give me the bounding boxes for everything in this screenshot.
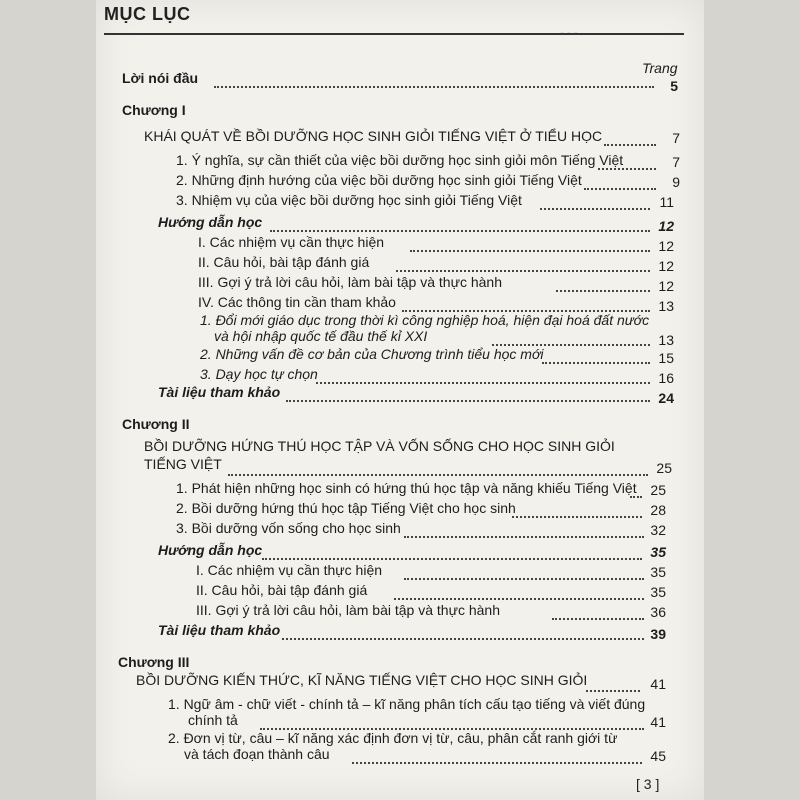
chapter1-item-2-page: 9: [672, 174, 680, 190]
chapter1-item-2[interactable]: 2. Những định hướng của việc bồi dưỡng học sinh giỏi Tiếng Việt: [176, 172, 582, 188]
chapter2-refs-page: 39: [650, 626, 666, 642]
chapter1-refs-page: 24: [658, 390, 674, 406]
page-title: MỤC LỤC: [104, 4, 191, 24]
chapter3-item-2-page: 45: [650, 748, 666, 764]
chapter2-item-3[interactable]: 3. Bồi dưỡng vốn sống cho học sinh: [176, 520, 401, 536]
chapter1-guide-item-1[interactable]: I. Các nhiệm vụ cần thực hiện: [198, 234, 385, 250]
chapter2-guide-item-3[interactable]: III. Gợi ý trả lời câu hỏi, làm bài tập và thực hành: [196, 602, 500, 618]
chapter2-refs-title[interactable]: Tài liệu tham khảo: [158, 622, 281, 638]
chapter1-guide-subitem-1-line1[interactable]: 1. Đổi mới giáo dục trong thời kì công nghiệp hoá, hiện đại hoá đất nước: [200, 312, 650, 328]
chapter1-guide-item-1-page: 12: [658, 238, 674, 254]
chapter3-item-1-line2[interactable]: chính tả: [188, 712, 238, 728]
title-rule: [104, 33, 684, 35]
chapter2-guide-item-2-page: 35: [650, 584, 666, 600]
chapter1-guide-item-2-page: 12: [658, 258, 674, 274]
leader-dots: [270, 230, 650, 232]
chapter2-title-line2[interactable]: TIẾNG VIỆT: [144, 456, 222, 472]
chapter3-item-1-line1[interactable]: 1. Ngữ âm - chữ viết - chính tả – kĩ năng phân tích cấu tạo tiếng và viết đúng: [168, 696, 646, 712]
chapter3-item-2-line1[interactable]: 2. Đơn vị từ, câu – kĩ năng xác định đơn vị từ, câu, phân cắt ranh giới từ: [168, 730, 618, 746]
leader-dots: [228, 474, 648, 476]
chapter1-item-1-page: 7: [672, 154, 680, 170]
page-column-label: Trang: [642, 60, 678, 76]
leader-dots: [404, 578, 644, 580]
chapter2-item-2[interactable]: 2. Bồi dưỡng hứng thú học tập Tiếng Việt cho học sinh: [176, 500, 516, 516]
leader-dots: [286, 400, 650, 402]
chapter3-item-2-line2[interactable]: và tách đoạn thành câu: [184, 746, 330, 762]
chapter2-guide-item-1[interactable]: I. Các nhiệm vụ cần thực hiện: [196, 562, 383, 578]
chapter1-guide-subitem-2[interactable]: 2. Những vấn đề cơ bản của Chương trình tiểu học mới: [200, 346, 544, 362]
chapter3-page: 41: [650, 676, 666, 692]
leader-dots: [316, 382, 650, 384]
leader-dots: [396, 270, 650, 272]
chapter1-title[interactable]: KHÁI QUÁT VỀ BỒI DƯỠNG HỌC SINH GIỎI TIẾNG VIỆT Ở TIỂU HỌC: [144, 128, 603, 144]
chapter1-guide-subitem-3[interactable]: 3. Dạy học tự chọn: [200, 366, 318, 382]
chapter1-guide-item-4-page: 13: [658, 298, 674, 314]
chapter2-guide-title[interactable]: Hướng dẫn học: [158, 542, 263, 558]
chapter1-label: Chương I: [122, 102, 186, 118]
chapter2-label: Chương II: [122, 416, 190, 432]
chapter2-item-3-page: 32: [650, 522, 666, 538]
chapter1-guide-item-3[interactable]: III. Gợi ý trả lời câu hỏi, làm bài tập và thực hành: [198, 274, 502, 290]
leader-dots: [394, 598, 644, 600]
chapter1-guide-item-2[interactable]: II. Câu hỏi, bài tập đánh giá: [198, 254, 370, 270]
chapter1-page: 7: [672, 130, 680, 146]
chapter1-guide-subitem-1-line2[interactable]: và hội nhập quốc tế đầu thế kỉ XXI: [214, 328, 428, 344]
chapter1-item-3-page: 11: [659, 194, 674, 210]
leader-dots: [410, 250, 650, 252]
chapter2-item-1-page: 25: [650, 482, 666, 498]
chapter1-refs-title[interactable]: Tài liệu tham khảo: [158, 384, 281, 400]
chapter3-item-1-page: 41: [650, 714, 666, 730]
chapter2-guide-item-2[interactable]: II. Câu hỏi, bài tập đánh giá: [196, 582, 368, 598]
leader-dots: [352, 762, 642, 764]
chapter1-guide-item-4[interactable]: IV. Các thông tin cần tham khảo: [198, 294, 396, 310]
chapter3-title[interactable]: BỒI DƯỠNG KIẾN THỨC, KĨ NĂNG TIẾNG VIỆT CHO HỌC SINH GIỎI: [136, 672, 588, 688]
leader-dots: [512, 516, 642, 518]
chapter2-guide-page: 35: [650, 544, 666, 560]
chapter2-page: 25: [656, 460, 672, 476]
chapter2-item-1[interactable]: 1. Phát hiện những học sinh có hứng thú học tập và năng khiếu Tiếng Việt: [176, 480, 637, 496]
chapter1-guide-item-3-page: 12: [658, 278, 674, 294]
leader-dots: [262, 558, 642, 560]
chapter1-item-3[interactable]: 3. Nhiệm vụ của việc bồi dưỡng học sinh giỏi Tiếng Việt: [176, 192, 522, 208]
leader-dots: [214, 86, 654, 88]
preface-title[interactable]: Lời nói đầu: [122, 70, 199, 86]
leader-dots: [404, 536, 644, 538]
page-number: [ 3 ]: [636, 776, 660, 792]
chapter1-guide-subitem-1-page: 13: [658, 332, 674, 348]
chapter2-guide-item-3-page: 36: [650, 604, 666, 620]
chapter1-guide-subitem-2-page: 15: [658, 350, 674, 366]
chapter3-label: Chương III: [118, 654, 190, 670]
chapter2-title-line1[interactable]: BỒI DƯỠNG HỨNG THÚ HỌC TẬP VÀ VỐN SỐNG CHO HỌC SINH GIỎI: [144, 438, 615, 454]
preface-page: 5: [670, 78, 678, 94]
leader-dots: [282, 638, 644, 640]
chapter1-guide-subitem-3-page: 16: [658, 370, 674, 386]
chapter2-guide-item-1-page: 35: [650, 564, 666, 580]
chapter1-guide-title[interactable]: Hướng dẫn học: [158, 214, 263, 230]
chapter2-item-2-page: 28: [650, 502, 666, 518]
chapter1-item-1[interactable]: 1. Ý nghĩa, sự cần thiết của việc bồi dưỡng học sinh giỏi môn Tiếng Việt: [176, 152, 624, 168]
chapter1-guide-page: 12: [658, 218, 674, 234]
